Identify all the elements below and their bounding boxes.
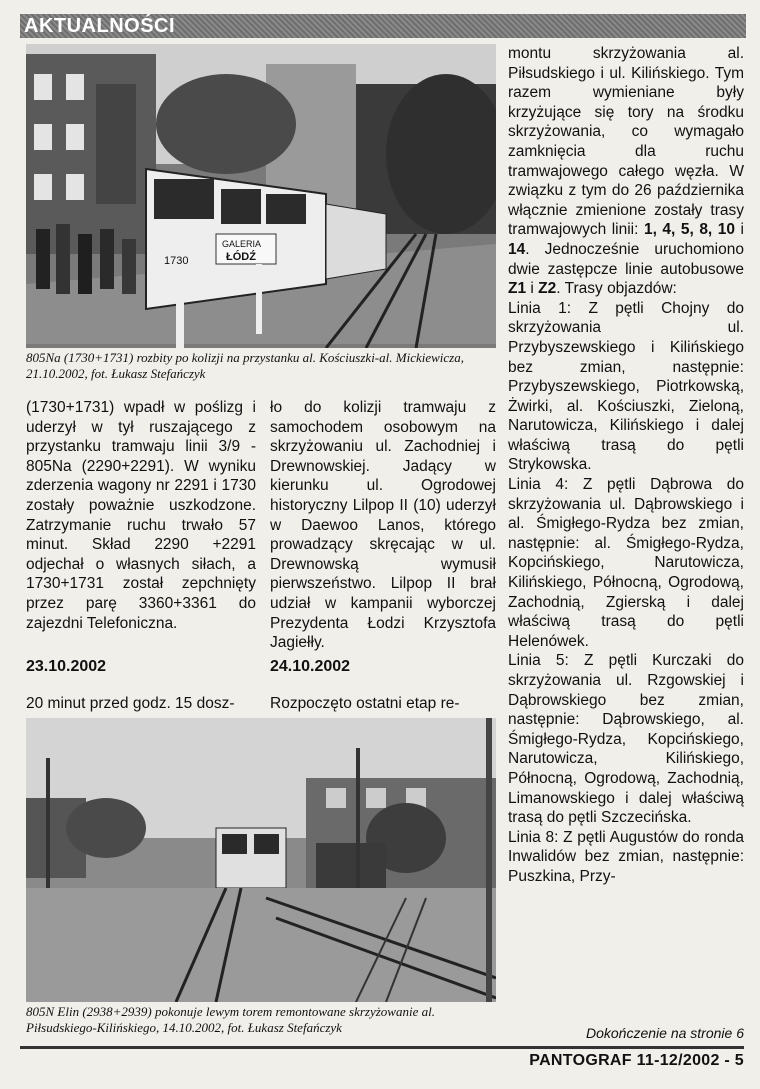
right-intro [508,44,744,299]
route-line-5 [508,651,744,827]
route-line-1 [508,299,744,475]
tram-ad-text-1: GALERIA [222,239,262,249]
bus-line-z2: Z2 [538,280,557,298]
intro-text-1: montu skrzyżowania al. Piłsudskiego i ul. Kilińskiego. Tym razem wymieniane były krzyżujące się tory na środku skrzyżowania, co wymagało zamknięcia dla ruchu tramwajowego całego węzła. W związku z tym do 26 października włącznie zmienione zostały trasy tramwajowych linii: [508,45,744,239]
left-continuation: 20 minut przed godz. 15 dosz- [26,695,235,712]
tram-lines-bold: 1, 4, 5, 8, 10 [643,221,736,239]
section-title: AKTUALNOŚCI [24,15,176,37]
route-text: : Z pętli Augustów do ronda Inwalidów bez zmian, następnie: Puszkina, Przy- [508,828,744,885]
left-paragraph: (1730+1731) wpadł w poślizg i uderzył w tył ruszającego z przystanku tramwaju linii 3/9 - 805Na (2290+2291). W wyniku zderzenia wagony nr 2291 i 1730 zostały poważnie uszkodzone. Zatrzymanie ruchu trwało 57 minut. Skład 2290 +2291 odjechał o własnych siłach, a 1730+1731 został zepchnięty przez parę 3360+3361 do zajezdni Telefoniczna. [26,399,256,632]
route-label: Linia 5 [508,652,565,670]
tram-ad-text-2: ŁÓDŹ [226,251,256,263]
route-line-8 [508,828,744,887]
intro-and-2: i [526,280,539,298]
right-column-text [508,44,744,887]
tram-accident-photo [26,44,496,348]
intro-and: i [735,221,744,239]
bus-line-z1: Z1 [508,280,527,298]
route-line-4 [508,475,744,651]
middle-continuation: Rozpoczęto ostatni etap re- [270,695,460,712]
footer-divider [20,1046,744,1049]
middle-paragraph: ło do kolizji tramwaju z samochodem osobowym na skrzyżowaniu ul. Zachodniej i Drewnowskiej. Jadący w kierunku ul. Ogrodowej historyczny Lilpop II (10) uderzył w Daewoo Lanos, którego prowadzący skręcając w ul. Drewnowską wymusił pierwszeństwo. Lilpop II brał udział w kampanii wyborczej Prezydenta Łodzi Krzysztofa Jagiełły. [270,399,496,652]
route-text: : Z pętli Dąbrowa do skrzyżowania ul. Dąbrowskiego i al. Śmigłego-Rydza bez zmian, następnie: al. Śmigłego-Rydza, Kopcińskiego, Narutowicza, Kilińskiego, Północną, Ogrodową, Zachodnią, Zgierską i dalej właściwą trasą do pętli Helenówek. [508,476,744,650]
magazine-footer: PANTOGRAF 11-12/2002 - 5 [529,1052,744,1069]
route-label: Linia 8 [508,828,555,846]
route-text: : Z pętli Kurczaki do skrzyżowania ul. Rzgowskiej i Dąbrowskiego bez zmian, następnie: Dąbrowskiego, al. Śmigłego-Rydza, Kopcińskiego, Narutowicza, Kilińskiego, Północną, Ogrodową, Zachodnią, Limanowskiego i dalej właściwą trasą do pętli Szczecińska. [508,652,745,827]
route-label: Linia 4 [508,476,564,494]
tram-line-14: 14 [508,240,526,258]
intro-text-2: . Jednocześnie uruchomiono dwie zastępcze linie autobusowe [508,240,744,278]
track-renovation-photo [26,718,496,1002]
date-heading-23: 23.10.2002 [26,658,107,675]
tram-number-label: 1730 [164,255,189,267]
middle-column-text [270,398,496,653]
photo1-caption: 805Na (1730+1731) rozbity po kolizji na przystanku al. Kościuszki-al. Mickiewicza, 21.10.2002, fot. Łukasz Stefańczyk [26,350,464,381]
intro-text-3: . Trasy objazdów: [556,280,677,298]
section-header-bar [20,14,746,38]
continuation-note: Dokończenie na stronie 6 [586,1025,744,1041]
date-heading-24: 24.10.2002 [270,658,351,675]
route-text: : Z pętli Chojny do skrzyżowania ul. Przybyszewskiego i Kilińskiego bez zmian, następnie: Przybyszewskiego, Piotrkowską, Żwirki, al. Kościuszki, Zieloną, Narutowicza, Kilińskiego i dalej właściwą trasą do pętli Strykowska. [508,299,744,474]
route-label: Linia 1 [508,299,567,317]
left-column-text [26,398,256,633]
photo2-caption: 805N Elin (2938+2939) pokonuje lewym torem remontowane skrzyżowanie al. Piłsudskiego-Kilińskiego, 14.10.2002, fot. Łukasz Stefańczyk [26,1004,435,1035]
